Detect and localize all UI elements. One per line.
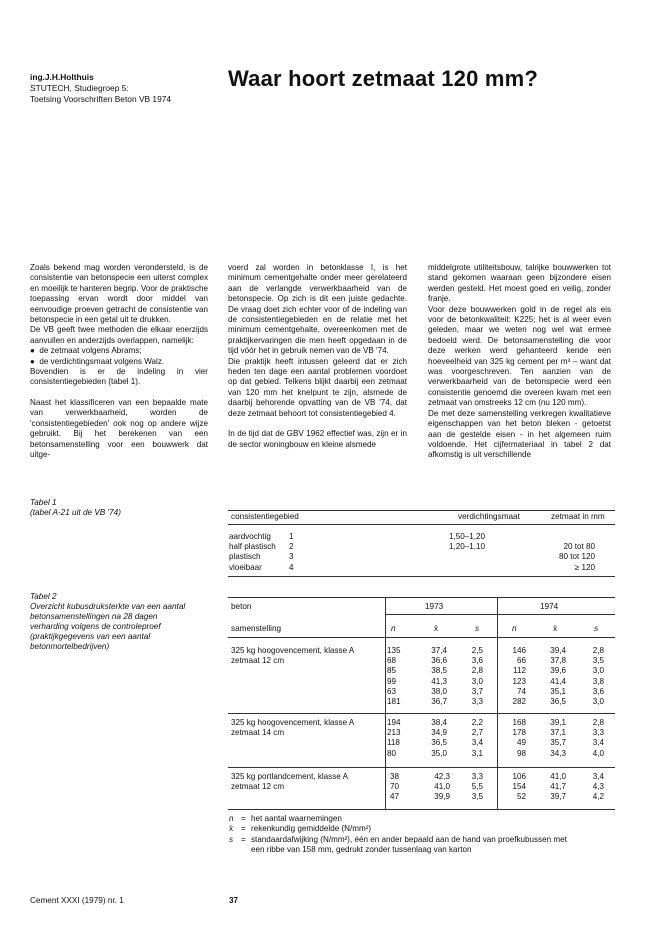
table-row: vloeibaar 4 ≥ 120 <box>229 562 595 572</box>
table2-group-desc <box>231 718 354 738</box>
paragraph: middelgrote utiliteitsbouw, talrijke bouwwerken tot stand gekomen waaraan geen bijzondere eisen werden gesteld. Het moest goed en veilig, zonder franje. <box>428 263 611 304</box>
paragraph: Bovendien is er de indeling in vier consistentiegebieden (tabel 1). <box>30 367 208 387</box>
paragraph: Naast het klassificeren van een bepaalde mate van verwerkbaarheid, worden de 'consistentiegebieden' ook nog op andere wijze gebruikt. Bij het berekenen van een betonsamenstelling voor een bouwwerk dat uitge- <box>30 397 208 459</box>
caption-line: (praktijkgegevens van een aantal <box>30 632 151 641</box>
paragraph: voerd zal worden in betonklasse I, is het minimum cementgehalte onder meer gerelateerd aan de verlangde verwerkbaarheid van de betonspecie. Op zich is dit een juiste gedachte. De vraag doet zich echter voor of de indeling van de consistentiegebieden en de relatie met het minimum cementgehalte, overeenkomen met de praktijkervaringen die men heeft opgedaan in de tijd vóór het in gebruik nemen van de VB '74. <box>228 263 407 356</box>
table1-bottom-rule <box>228 576 615 577</box>
table2-group-desc <box>231 772 348 792</box>
table-row: 99 41,3 3,0 <box>387 676 483 686</box>
table-row: 80 35,0 3,1 <box>387 748 483 758</box>
table-row: 68 36,6 3,6 <box>387 656 483 666</box>
table-row: 98 34,3 4,0 <box>516 748 604 758</box>
author-block <box>30 72 171 105</box>
article-title: Waar hoort zetmaat 120 mm? <box>228 66 539 91</box>
table2-year-1974: 1974 <box>540 602 559 611</box>
table2-vrule <box>385 597 386 809</box>
table2-caption <box>30 592 185 652</box>
author-affiliation: STUTECH, Studiegroep 5: <box>30 83 129 93</box>
table-row: 85 38,5 2,8 <box>387 666 483 676</box>
table-row: plastisch 3 80 tot 120 <box>229 552 595 562</box>
table-row: 74 35,1 3,6 <box>516 686 604 696</box>
table-row: 63 38,0 3,7 <box>387 686 483 696</box>
table-row: 178 37,1 3,3 <box>512 728 604 738</box>
table1-header-zetmaat: zetmaat in mm <box>551 512 605 521</box>
table2-header-x: x̄ <box>434 624 439 633</box>
table2-group-2-1973 <box>387 718 495 759</box>
table2-header-x: x̄ <box>553 624 558 633</box>
table2-header-samenstelling: samenstelling <box>231 624 282 633</box>
caption-line: Tabel 2 <box>30 592 57 601</box>
table1-caption-source: (tabel A-21 uit de VB '74) <box>30 508 121 518</box>
paragraph: Zoals bekend mag worden verondersteld, is de consistentie van betonspecie een uiterst complex en moeilijk te hanteren begrip. Voor de praktische toepassing ervan wordt door middel van eenvoudige proeven getracht de consistentie van betonspecie in een getal uit te drukken. <box>30 263 208 325</box>
legend-row: n = het aantal waarnemingen <box>229 814 342 823</box>
caption-line: betonmortelbedrijven) <box>30 642 110 651</box>
paragraph: De VB geeft twee methoden die elkaar enerzijds aanvullen en anderzijds overlappen, namelijk: <box>30 325 208 345</box>
text-column-2 <box>228 263 407 450</box>
table-row: 168 39,1 2,8 <box>512 718 604 727</box>
journal-citation: Cement XXXI (1979) nr. 1 <box>30 896 124 905</box>
table2-header-n: n <box>512 624 517 633</box>
table2-group-rule <box>228 713 615 714</box>
group-desc-line: zetmaat 12 cm <box>231 656 285 666</box>
table-row: 181 36,7 3,3 <box>387 697 483 707</box>
table-row: 123 41,4 3,8 <box>512 676 604 686</box>
table-row: 282 36,5 3,0 <box>512 697 604 707</box>
table2-header-rule <box>228 637 615 638</box>
paragraph: Voor deze bouwwerken gold in de regel als eis voor de betonkwaliteit: K225; het is al weer even geleden, maar we weten nog wel wat ermee bedoeld werd. De betonsamenstelling die voor deze werken werd gehanteerd kende een hoeveelheid van 325 kg cement per m³ – want dat was voorgeschreven. Ten aanzien van de verwerkbaarheid van de betonspecie werd een consistentie genoemd die overeen kwam met een zetmaat van omstreeks 12 cm (nu 120 mm). <box>428 304 611 408</box>
table2-year-rule <box>385 614 615 615</box>
table2-header-beton: beton <box>231 602 252 611</box>
table2-group-1-1974 <box>502 646 610 707</box>
legend-row: s = standaardafwijking (N/mm²), één en ander bepaald aan de hand van proefkubussen met <box>229 834 567 844</box>
table2-group-1-1973 <box>387 646 495 707</box>
paragraph: In de tijd dat de GBV 1962 effectief was, zijn er in de sector woningbouw en kleine alsmede <box>228 429 407 449</box>
table-row: 135 37,4 2,5 <box>387 646 483 655</box>
group-desc-line: 325 kg hoogovencement, klasse A <box>231 646 355 655</box>
caption-line: verharding volgens de controleproef <box>30 622 161 631</box>
bullet-item: ● de zetmaat volgens Abrams; <box>30 346 142 356</box>
caption-line: Overzicht kubusdruksterkte van een aantal <box>30 602 186 611</box>
table-row: 66 37,8 3,5 <box>516 656 604 666</box>
bullet-item: ● de verdichtingsmaat volgens Walz. <box>30 356 165 366</box>
table2-group-rule <box>228 767 615 768</box>
caption-line: betonsamenstellingen na 28 dagen <box>30 612 158 621</box>
author-name: ing.J.H.Holthuis <box>30 72 94 82</box>
table2-year-1973: 1973 <box>425 602 444 611</box>
legend-row: een ribbe van 158 mm, gedrukt zonder tussenlaag van karton <box>251 845 472 855</box>
table1-body <box>229 532 615 573</box>
table2-group-2-1974 <box>502 718 610 759</box>
table2-group-3-1973 <box>387 772 495 803</box>
table1-header-consistentie: consistentiegebied <box>231 512 299 521</box>
group-desc-line: zetmaat 12 cm <box>231 782 285 792</box>
table-row: 38 42,3 3,3 <box>390 772 483 781</box>
group-desc-line: 325 kg portlandcement, klasse A <box>231 772 348 781</box>
group-desc-line: 325 kg hoogovencement, klasse A <box>231 718 355 727</box>
table2-header-n: n <box>391 624 396 633</box>
table-row: 213 34,9 2,7 <box>387 728 483 738</box>
paragraph: Die praktijk heeft intussen geleerd dat er zich heden ten dage een aantal problemen voordoet op dat gebied. Telkens blijkt daarbij een zetmaat van 120 mm het knelpunt te zijn, alsmede de daarbij behorende opvatting van de VB '74, dat deze zetmaat behoort tot consistentiegebied 4. <box>228 356 407 418</box>
table-row: 70 41,0 5,5 <box>390 782 483 792</box>
table-row: 112 39,6 3,0 <box>513 666 604 676</box>
table1-header-verdichting: verdichtingsmaat <box>458 512 520 521</box>
table2-top-rule <box>228 597 615 598</box>
table2-header-s: s <box>475 624 480 633</box>
table2-vrule <box>497 597 498 809</box>
table-row: half plastisch 2 1,20–1,10 20 tot 80 <box>229 542 595 552</box>
table2-group-3-1974 <box>502 772 610 803</box>
table1-header-rule <box>228 524 615 525</box>
table-row: 52 39,7 4,2 <box>516 792 604 802</box>
table-row: 146 39,4 2,8 <box>512 646 604 655</box>
table-row: aardvochtig 1 1,50–1,20 <box>229 532 486 541</box>
page-number: 37 <box>229 896 239 905</box>
legend-row: x̄ = rekenkundig gemiddelde (N/mm²) <box>229 824 372 834</box>
table-row: 118 36,5 3,4 <box>387 738 483 748</box>
table-row: 49 35,7 3,4 <box>516 738 604 748</box>
table-row: 154 41,7 4,3 <box>512 782 604 792</box>
table2-header-s: s <box>594 624 599 633</box>
table1-caption-title: Tabel 1 <box>30 498 57 507</box>
table2-bottom-rule <box>228 809 615 810</box>
table-row: 47 39,9 3,5 <box>390 792 483 802</box>
table1-top-rule <box>228 510 615 511</box>
paragraph: De met deze samenstelling verkregen kwalitatieve eigenschappen van het beton bleken - getoetst aan de gestelde eisen - in het algemeen ruim voldoende. Het cijfermateriaal in tabel 2 dat afkomstig is uit verschillende <box>428 408 611 460</box>
table1-caption <box>30 498 121 518</box>
table2-group-desc <box>231 646 354 666</box>
table-row: 106 41,0 3,4 <box>512 772 604 781</box>
text-column-3 <box>428 263 611 461</box>
author-subject: Toetsing Voorschriften Beton VB 1974 <box>30 94 172 104</box>
table2-legend <box>229 814 619 856</box>
text-column-1 <box>30 263 208 460</box>
group-desc-line: zetmaat 14 cm <box>231 728 285 738</box>
table-row: 194 38,4 2,2 <box>387 718 483 727</box>
